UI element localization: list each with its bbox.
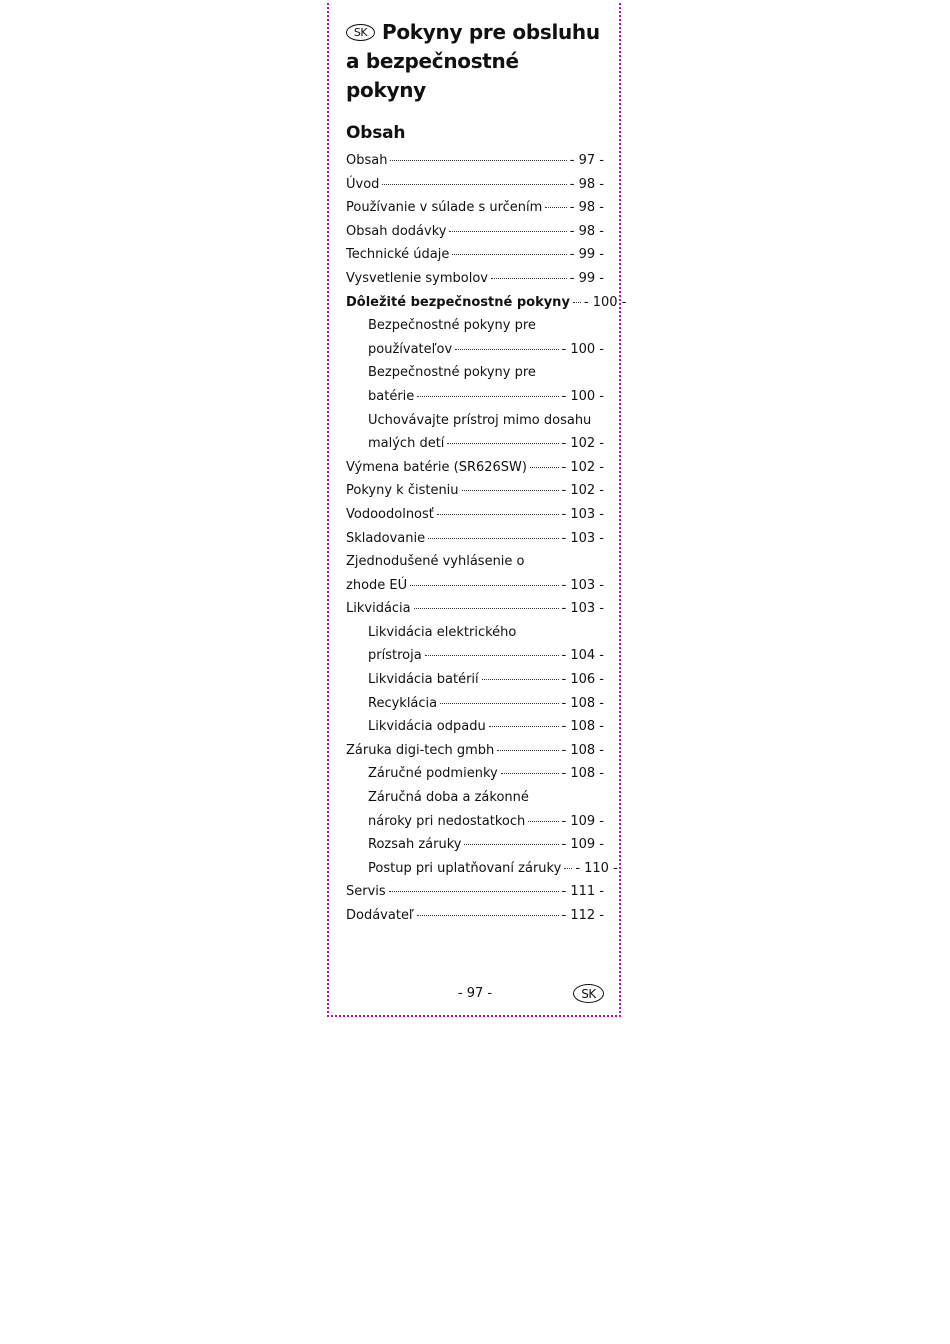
toc-entry-page: - 108 - — [561, 742, 604, 758]
leader-dots — [482, 679, 559, 680]
toc-entry[interactable] — [346, 621, 604, 668]
leader-dots — [425, 655, 559, 656]
toc-entry-label: Vodoodolnosť — [346, 506, 434, 522]
toc-entry[interactable] — [346, 361, 604, 408]
leader-dots — [414, 608, 559, 609]
toc-entry-page: - 100 - — [561, 388, 604, 404]
toc-entry[interactable] — [346, 692, 604, 716]
toc-entry-page: - 109 - — [561, 837, 604, 853]
toc-entry-label-first-line: Uchovávajte prístroj mimo dosahu — [368, 412, 592, 428]
toc-entry-page: - 106 - — [561, 672, 604, 688]
toc-entry-page: - 100 - — [561, 341, 604, 357]
toc-entry[interactable] — [346, 196, 604, 220]
toc-entry-page: - 99 - — [569, 270, 604, 286]
toc-entry[interactable] — [346, 597, 604, 621]
toc-heading: Obsah — [346, 123, 406, 143]
toc-entry-label-first-line: Bezpečnostné pokyny pre — [368, 318, 536, 334]
toc-entry[interactable] — [346, 904, 604, 928]
leader-dots — [489, 726, 559, 727]
toc-entry[interactable] — [346, 173, 604, 197]
leader-dots — [390, 160, 566, 161]
toc-entry[interactable] — [346, 243, 604, 267]
toc-entry-label: Používanie v súlade s určením — [346, 200, 543, 216]
leader-dots — [573, 302, 581, 303]
toc-entry-label: zhode EÚ — [346, 577, 408, 593]
toc-entry-label: batérie — [368, 388, 415, 404]
title-line-1: Pokyny pre obsluhu — [382, 20, 600, 44]
toc-entry-label: Obsah dodávky — [346, 223, 447, 239]
toc-entry-page: - 108 - — [561, 766, 604, 782]
toc-entry-label: Výmena batérie (SR626SW) — [346, 459, 527, 475]
toc-entry[interactable] — [346, 456, 604, 480]
toc-entry-page: - 108 - — [561, 695, 604, 711]
leader-dots — [410, 585, 558, 586]
leader-dots — [455, 349, 558, 350]
manual-page — [346, 18, 627, 928]
leader-dots — [497, 750, 558, 751]
toc-entry-label: Skladovanie — [346, 530, 426, 546]
toc-entry-label: Servis — [346, 884, 386, 900]
toc-entry[interactable] — [346, 267, 604, 291]
leader-dots — [417, 396, 558, 397]
toc-entry-page: - 103 - — [561, 530, 604, 546]
toc-entry-label: Recyklácia — [368, 695, 438, 711]
toc-entry-label-first-line: Záručná doba a zákonné — [368, 790, 529, 806]
leader-dots — [440, 703, 558, 704]
table-of-contents — [346, 149, 627, 928]
toc-entry[interactable] — [346, 479, 604, 503]
leader-dots — [564, 868, 572, 869]
toc-entry-label: Záručné podmienky — [368, 766, 498, 782]
toc-entry-label: prístroja — [368, 648, 422, 664]
toc-entry-label: malých detí — [368, 436, 445, 452]
toc-entry-label: Dôležité bezpečnostné pokyny — [346, 294, 570, 310]
toc-entry-page: - 99 - — [569, 247, 604, 263]
leader-dots — [528, 821, 558, 822]
toc-entry-page: - 110 - — [575, 860, 618, 876]
leader-dots — [449, 231, 566, 232]
leader-dots — [464, 844, 558, 845]
toc-entry-page: - 102 - — [561, 459, 604, 475]
leader-dots — [545, 207, 566, 208]
toc-entry[interactable] — [346, 880, 604, 904]
toc-entry-label: Záruka digi-tech gmbh — [346, 742, 495, 758]
toc-entry[interactable] — [346, 550, 604, 597]
toc-entry-label: Technické údaje — [346, 247, 450, 263]
toc-entry[interactable] — [346, 220, 604, 244]
toc-entry-page: - 109 - — [561, 813, 604, 829]
toc-entry-label: Likvidácia batérií — [368, 672, 479, 688]
toc-entry-label: Pokyny k čisteniu — [346, 483, 459, 499]
toc-entry-page: - 103 - — [561, 577, 604, 593]
toc-entry-page: - 112 - — [561, 908, 604, 923]
leader-dots — [462, 490, 559, 491]
toc-entry[interactable] — [346, 739, 604, 763]
toc-entry-page: - 97 - — [569, 153, 604, 168]
title-line-2: a bezpečnostné pokyny — [346, 49, 519, 102]
toc-entry-label: Úvod — [346, 176, 380, 192]
toc-entry[interactable] — [346, 314, 604, 361]
toc-entry-page: - 102 - — [561, 483, 604, 499]
toc-entry[interactable] — [346, 291, 627, 315]
leader-dots — [501, 773, 559, 774]
toc-entry-page: - 98 - — [569, 176, 604, 192]
toc-entry[interactable] — [346, 762, 604, 786]
toc-entry[interactable] — [346, 503, 604, 527]
toc-entry-page: - 103 - — [561, 506, 604, 522]
toc-entry-page: - 100 - — [583, 294, 627, 310]
language-badge-icon: SK — [346, 24, 375, 41]
toc-entry-label: Obsah — [346, 153, 388, 168]
toc-entry-label: Likvidácia odpadu — [368, 719, 486, 735]
toc-entry-label-first-line: Bezpečnostné pokyny pre — [368, 365, 536, 381]
toc-entry-label-first-line: Zjednodušené vyhlásenie o — [346, 554, 525, 570]
toc-entry-label: Dodávateľ — [346, 908, 414, 923]
leader-dots — [428, 538, 558, 539]
page-footer — [346, 984, 604, 1006]
toc-entry-page: - 98 - — [569, 223, 604, 239]
toc-entry[interactable] — [346, 786, 604, 833]
toc-entry[interactable] — [346, 149, 604, 173]
leader-dots — [389, 891, 559, 892]
toc-entry[interactable] — [346, 857, 618, 881]
toc-entry-page: - 98 - — [569, 200, 604, 216]
toc-entry[interactable] — [346, 833, 604, 857]
leader-dots — [530, 467, 559, 468]
toc-entry-label: používateľov — [368, 341, 453, 357]
title-block — [346, 18, 604, 105]
leader-dots — [382, 184, 566, 185]
leader-dots — [452, 254, 566, 255]
toc-entry-label: Vysvetlenie symbolov — [346, 270, 488, 286]
toc-entry-page: - 111 - — [561, 884, 604, 900]
leader-dots — [417, 915, 559, 916]
toc-entry-label-first-line: Likvidácia elektrického — [368, 624, 517, 640]
leader-dots — [491, 278, 567, 279]
toc-entry-page: - 103 - — [561, 601, 604, 617]
toc-entry[interactable] — [346, 409, 604, 456]
leader-dots — [437, 514, 559, 515]
toc-entry-label: Postup pri uplatňovaní záruky — [368, 860, 562, 876]
toc-entry-label: Likvidácia — [346, 601, 411, 617]
toc-entry-page: - 108 - — [561, 719, 604, 735]
language-badge-icon: SK — [573, 984, 604, 1003]
toc-entry[interactable] — [346, 668, 604, 692]
toc-entry-page: - 102 - — [561, 436, 604, 452]
page-number: - 97 - — [457, 986, 493, 1001]
toc-entry-page: - 104 - — [561, 648, 604, 664]
leader-dots — [447, 443, 558, 444]
toc-entry-label: Rozsah záruky — [368, 837, 462, 853]
toc-entry-label: nároky pri nedostatkoch — [368, 813, 526, 829]
toc-entry[interactable] — [346, 527, 604, 551]
toc-entry[interactable] — [346, 715, 604, 739]
